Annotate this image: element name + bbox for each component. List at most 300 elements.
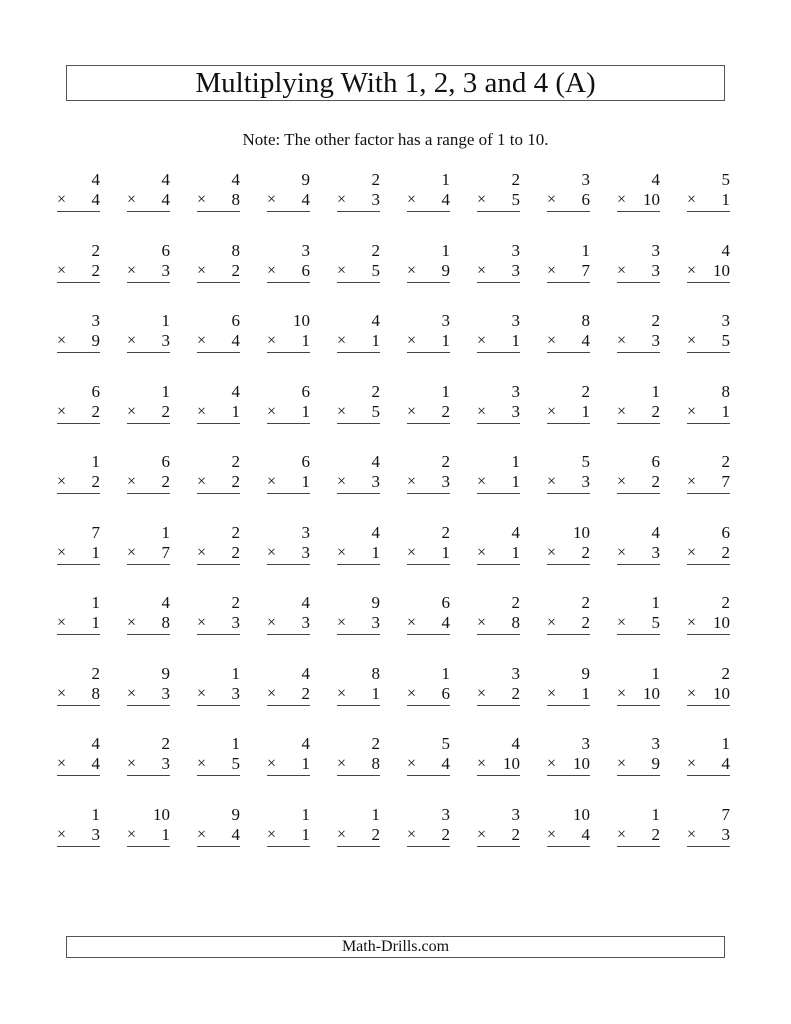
bottom-line: [687, 685, 730, 706]
bottom-line: [407, 262, 450, 283]
bottom-line: [687, 191, 730, 212]
multiplication-problem: [264, 662, 334, 712]
bottom-factor: 1: [161, 824, 170, 844]
multiplication-problem: [194, 521, 264, 571]
multiplication-problem: [264, 168, 334, 218]
top-factor: 10: [153, 804, 170, 824]
bottom-factor: 3: [161, 331, 170, 350]
multiplication-problem: [404, 239, 474, 289]
bottom-factor: 3: [511, 260, 520, 280]
bottom-factor: 6: [301, 260, 310, 280]
multiplication-problem: [544, 450, 614, 500]
bottom-factor: 4: [721, 754, 730, 773]
top-factor: 2: [91, 663, 100, 683]
multiplication-problem: [54, 803, 124, 853]
top-factor: 4: [91, 734, 100, 753]
bottom-line: [57, 332, 100, 353]
times-sign: ×: [687, 332, 697, 349]
multiplication-problem: [684, 732, 754, 782]
multiplication-problem: [264, 732, 334, 782]
times-sign: ×: [127, 543, 137, 561]
top-factor: 4: [91, 170, 100, 189]
top-factor: 8: [371, 663, 380, 683]
multiplication-problem: [54, 732, 124, 782]
top-factor: 6: [301, 381, 310, 401]
times-sign: ×: [477, 332, 487, 349]
times-sign: ×: [197, 261, 207, 279]
bottom-factor: 4: [441, 613, 450, 632]
top-factor: 9: [161, 663, 170, 683]
top-factor: 2: [581, 593, 590, 612]
bottom-factor: 4: [91, 754, 100, 773]
problem-row: [54, 450, 754, 521]
bottom-factor: 5: [231, 754, 240, 773]
top-factor: 3: [511, 240, 520, 260]
times-sign: ×: [197, 543, 207, 561]
bottom-line: [547, 755, 590, 776]
times-sign: ×: [407, 614, 417, 631]
page-title: Multiplying With 1, 2, 3 and 4 (A): [195, 66, 596, 99]
top-factor: 10: [573, 804, 590, 824]
bottom-factor: 1: [581, 401, 590, 421]
multiplication-problem: [684, 803, 754, 853]
multiplication-problem: [124, 380, 194, 430]
times-sign: ×: [337, 261, 347, 279]
multiplication-problem: [404, 803, 474, 853]
multiplication-problem: [124, 168, 194, 218]
times-sign: ×: [547, 614, 557, 631]
top-factor: 1: [651, 804, 660, 824]
bottom-factor: 2: [441, 401, 450, 421]
bottom-factor: 5: [511, 190, 520, 209]
times-sign: ×: [267, 473, 277, 490]
multiplication-problem: [474, 309, 544, 359]
bottom-factor: 2: [161, 401, 170, 421]
times-sign: ×: [337, 543, 347, 561]
multiplication-problem: [404, 309, 474, 359]
bottom-factor: 3: [231, 683, 240, 703]
bottom-factor: 9: [441, 260, 450, 280]
bottom-line: [547, 332, 590, 353]
multiplication-problem: [124, 450, 194, 500]
bottom-line: [407, 614, 450, 635]
bottom-factor: 9: [91, 331, 100, 350]
bottom-factor: 5: [371, 401, 380, 421]
multiplication-problem: [194, 662, 264, 712]
times-sign: ×: [617, 191, 627, 208]
bottom-line: [407, 191, 450, 212]
multiplication-problem: [544, 803, 614, 853]
multiplication-problem: [404, 168, 474, 218]
times-sign: ×: [547, 755, 557, 772]
multiplication-problem: [264, 239, 334, 289]
bottom-factor: 3: [161, 260, 170, 280]
multiplication-problem: [334, 168, 404, 218]
bottom-factor: 3: [371, 613, 380, 632]
bottom-line: [407, 403, 450, 424]
top-factor: 4: [371, 452, 380, 471]
times-sign: ×: [57, 332, 67, 349]
multiplication-problem: [334, 591, 404, 641]
top-factor: 9: [371, 593, 380, 612]
bottom-factor: 1: [511, 472, 520, 491]
times-sign: ×: [617, 684, 627, 702]
top-factor: 1: [231, 663, 240, 683]
bottom-line: [267, 755, 310, 776]
times-sign: ×: [267, 191, 277, 208]
bottom-factor: 3: [371, 190, 380, 209]
bottom-line: [197, 403, 240, 424]
top-factor: 1: [231, 734, 240, 753]
times-sign: ×: [127, 261, 137, 279]
times-sign: ×: [407, 684, 417, 702]
times-sign: ×: [477, 261, 487, 279]
top-factor: 1: [91, 452, 100, 471]
multiplication-problem: [614, 239, 684, 289]
times-sign: ×: [547, 825, 557, 843]
multiplication-problem: [404, 662, 474, 712]
multiplication-problem: [614, 803, 684, 853]
bottom-factor: 4: [301, 190, 310, 209]
top-factor: 10: [573, 522, 590, 542]
bottom-factor: 1: [511, 331, 520, 350]
top-factor: 2: [511, 593, 520, 612]
times-sign: ×: [407, 261, 417, 279]
bottom-factor: 1: [371, 542, 380, 562]
top-factor: 3: [581, 170, 590, 189]
top-factor: 1: [511, 452, 520, 471]
times-sign: ×: [57, 755, 67, 772]
top-factor: 6: [231, 311, 240, 330]
bottom-line: [687, 332, 730, 353]
bottom-factor: 2: [651, 472, 660, 491]
bottom-factor: 1: [721, 190, 730, 209]
bottom-factor: 2: [91, 472, 100, 491]
multiplication-problem: [264, 803, 334, 853]
multiplication-problem: [684, 591, 754, 641]
multiplication-problem: [404, 380, 474, 430]
bottom-factor: 2: [511, 683, 520, 703]
top-factor: 6: [441, 593, 450, 612]
multiplication-problem: [334, 309, 404, 359]
top-factor: 1: [161, 522, 170, 542]
multiplication-problem: [334, 450, 404, 500]
bottom-factor: 3: [651, 260, 660, 280]
times-sign: ×: [617, 332, 627, 349]
bottom-line: [477, 685, 520, 706]
top-factor: 1: [91, 593, 100, 612]
times-sign: ×: [687, 473, 697, 490]
bottom-factor: 2: [371, 824, 380, 844]
bottom-factor: 2: [511, 824, 520, 844]
bottom-line: [267, 191, 310, 212]
bottom-line: [197, 755, 240, 776]
times-sign: ×: [547, 261, 557, 279]
bottom-line: [57, 191, 100, 212]
top-factor: 8: [581, 311, 590, 330]
multiplication-problem: [194, 239, 264, 289]
top-factor: 4: [651, 170, 660, 189]
bottom-factor: 2: [91, 401, 100, 421]
bottom-line: [197, 544, 240, 565]
multiplication-problem: [614, 168, 684, 218]
bottom-line: [197, 191, 240, 212]
bottom-line: [617, 685, 660, 706]
times-sign: ×: [477, 543, 487, 561]
top-factor: 2: [511, 170, 520, 189]
times-sign: ×: [407, 402, 417, 420]
times-sign: ×: [197, 684, 207, 702]
times-sign: ×: [197, 473, 207, 490]
times-sign: ×: [477, 191, 487, 208]
top-factor: 4: [511, 522, 520, 542]
times-sign: ×: [547, 543, 557, 561]
multiplication-problem: [54, 168, 124, 218]
times-sign: ×: [687, 755, 697, 772]
top-factor: 3: [511, 381, 520, 401]
bottom-line: [267, 403, 310, 424]
bottom-line: [127, 755, 170, 776]
times-sign: ×: [57, 261, 67, 279]
bottom-line: [687, 403, 730, 424]
top-factor: 1: [651, 663, 660, 683]
top-factor: 3: [301, 240, 310, 260]
bottom-factor: 8: [371, 754, 380, 773]
bottom-line: [127, 685, 170, 706]
times-sign: ×: [57, 825, 67, 843]
bottom-factor: 2: [441, 824, 450, 844]
multiplication-problem: [684, 239, 754, 289]
multiplication-problem: [544, 521, 614, 571]
top-factor: 1: [91, 804, 100, 824]
times-sign: ×: [477, 755, 487, 772]
multiplication-problem: [54, 239, 124, 289]
multiplication-problem: [474, 591, 544, 641]
bottom-line: [407, 685, 450, 706]
bottom-factor: 1: [581, 683, 590, 703]
bottom-factor: 3: [231, 613, 240, 632]
bottom-line: [57, 755, 100, 776]
multiplication-problem: [54, 662, 124, 712]
bottom-line: [617, 191, 660, 212]
multiplication-problem: [334, 803, 404, 853]
bottom-line: [57, 262, 100, 283]
bottom-line: [617, 755, 660, 776]
multiplication-problem: [684, 521, 754, 571]
top-factor: 7: [91, 522, 100, 542]
multiplication-problem: [124, 803, 194, 853]
top-factor: 10: [293, 311, 310, 330]
times-sign: ×: [617, 473, 627, 490]
top-factor: 9: [301, 170, 310, 189]
bottom-factor: 6: [441, 683, 450, 703]
bottom-factor: 5: [721, 331, 730, 350]
top-factor: 2: [371, 170, 380, 189]
top-factor: 3: [511, 804, 520, 824]
multiplication-problem: [684, 168, 754, 218]
times-sign: ×: [477, 473, 487, 490]
bottom-line: [617, 403, 660, 424]
bottom-line: [547, 191, 590, 212]
times-sign: ×: [337, 825, 347, 843]
bottom-factor: 1: [301, 331, 310, 350]
top-factor: 1: [651, 381, 660, 401]
bottom-line: [127, 262, 170, 283]
multiplication-problem: [474, 803, 544, 853]
bottom-line: [337, 544, 380, 565]
top-factor: 2: [721, 593, 730, 612]
title-box: [66, 65, 725, 101]
times-sign: ×: [337, 614, 347, 631]
times-sign: ×: [127, 473, 137, 490]
bottom-factor: 1: [721, 401, 730, 421]
times-sign: ×: [267, 755, 277, 772]
top-factor: 4: [301, 663, 310, 683]
top-factor: 1: [441, 663, 450, 683]
problem-row: [54, 521, 754, 592]
times-sign: ×: [127, 825, 137, 843]
top-factor: 2: [231, 452, 240, 471]
top-factor: 4: [371, 311, 380, 330]
bottom-line: [127, 826, 170, 847]
bottom-factor: 2: [581, 542, 590, 562]
top-factor: 4: [231, 381, 240, 401]
bottom-line: [57, 403, 100, 424]
top-factor: 4: [161, 593, 170, 612]
multiplication-problem: [474, 450, 544, 500]
multiplication-problem: [614, 309, 684, 359]
bottom-line: [477, 332, 520, 353]
bottom-factor: 2: [581, 613, 590, 632]
top-factor: 2: [231, 522, 240, 542]
multiplication-problem: [124, 239, 194, 289]
top-factor: 3: [441, 311, 450, 330]
bottom-factor: 8: [161, 613, 170, 632]
times-sign: ×: [197, 332, 207, 349]
top-factor: 1: [301, 804, 310, 824]
multiplication-problem: [124, 732, 194, 782]
problem-row: [54, 239, 754, 310]
bottom-line: [337, 473, 380, 494]
bottom-line: [407, 755, 450, 776]
bottom-line: [197, 614, 240, 635]
multiplication-problem: [474, 521, 544, 571]
bottom-line: [547, 826, 590, 847]
top-factor: 9: [231, 804, 240, 824]
multiplication-problem: [684, 450, 754, 500]
multiplication-problem: [614, 662, 684, 712]
multiplication-problem: [544, 168, 614, 218]
bottom-line: [477, 755, 520, 776]
times-sign: ×: [267, 261, 277, 279]
times-sign: ×: [57, 684, 67, 702]
bottom-factor: 1: [301, 824, 310, 844]
bottom-factor: 3: [91, 824, 100, 844]
bottom-line: [477, 614, 520, 635]
times-sign: ×: [267, 825, 277, 843]
multiplication-problem: [334, 732, 404, 782]
times-sign: ×: [337, 755, 347, 772]
bottom-line: [127, 544, 170, 565]
top-factor: 2: [231, 593, 240, 612]
bottom-factor: 7: [721, 472, 730, 491]
multiplication-problem: [404, 521, 474, 571]
bottom-line: [547, 473, 590, 494]
times-sign: ×: [337, 684, 347, 702]
times-sign: ×: [57, 402, 67, 420]
bottom-factor: 1: [301, 401, 310, 421]
bottom-line: [477, 826, 520, 847]
times-sign: ×: [267, 684, 277, 702]
bottom-line: [57, 544, 100, 565]
top-factor: 8: [721, 381, 730, 401]
multiplication-problem: [404, 591, 474, 641]
top-factor: 3: [91, 311, 100, 330]
bottom-factor: 7: [161, 542, 170, 562]
bottom-factor: 2: [231, 542, 240, 562]
bottom-line: [617, 473, 660, 494]
multiplication-problem: [194, 450, 264, 500]
top-factor: 3: [441, 804, 450, 824]
bottom-factor: 2: [651, 824, 660, 844]
bottom-line: [337, 332, 380, 353]
multiplication-problem: [474, 239, 544, 289]
bottom-factor: 1: [371, 683, 380, 703]
times-sign: ×: [407, 825, 417, 843]
multiplication-problem: [54, 309, 124, 359]
top-factor: 4: [161, 170, 170, 189]
bottom-line: [267, 332, 310, 353]
multiplication-problem: [684, 662, 754, 712]
bottom-factor: 10: [503, 754, 520, 773]
bottom-line: [547, 685, 590, 706]
multiplication-problem: [544, 732, 614, 782]
multiplication-problem: [194, 168, 264, 218]
bottom-factor: 10: [713, 683, 730, 703]
bottom-factor: 9: [651, 754, 660, 773]
bottom-factor: 4: [91, 190, 100, 209]
times-sign: ×: [127, 684, 137, 702]
multiplication-problem: [334, 239, 404, 289]
bottom-line: [617, 332, 660, 353]
times-sign: ×: [547, 684, 557, 702]
times-sign: ×: [687, 543, 697, 561]
top-factor: 7: [721, 804, 730, 824]
multiplication-problem: [684, 309, 754, 359]
bottom-factor: 1: [231, 401, 240, 421]
bottom-factor: 3: [441, 472, 450, 491]
bottom-factor: 8: [91, 683, 100, 703]
bottom-factor: 5: [371, 260, 380, 280]
times-sign: ×: [407, 543, 417, 561]
multiplication-problem: [684, 380, 754, 430]
top-factor: 1: [581, 240, 590, 260]
times-sign: ×: [687, 825, 697, 843]
bottom-line: [337, 614, 380, 635]
bottom-line: [337, 755, 380, 776]
problem-row: [54, 309, 754, 380]
top-factor: 2: [581, 381, 590, 401]
top-factor: 6: [301, 452, 310, 471]
bottom-factor: 4: [441, 190, 450, 209]
times-sign: ×: [547, 332, 557, 349]
times-sign: ×: [407, 473, 417, 490]
top-factor: 1: [721, 734, 730, 753]
times-sign: ×: [617, 402, 627, 420]
top-factor: 3: [301, 522, 310, 542]
multiplication-problem: [124, 521, 194, 571]
times-sign: ×: [407, 191, 417, 208]
